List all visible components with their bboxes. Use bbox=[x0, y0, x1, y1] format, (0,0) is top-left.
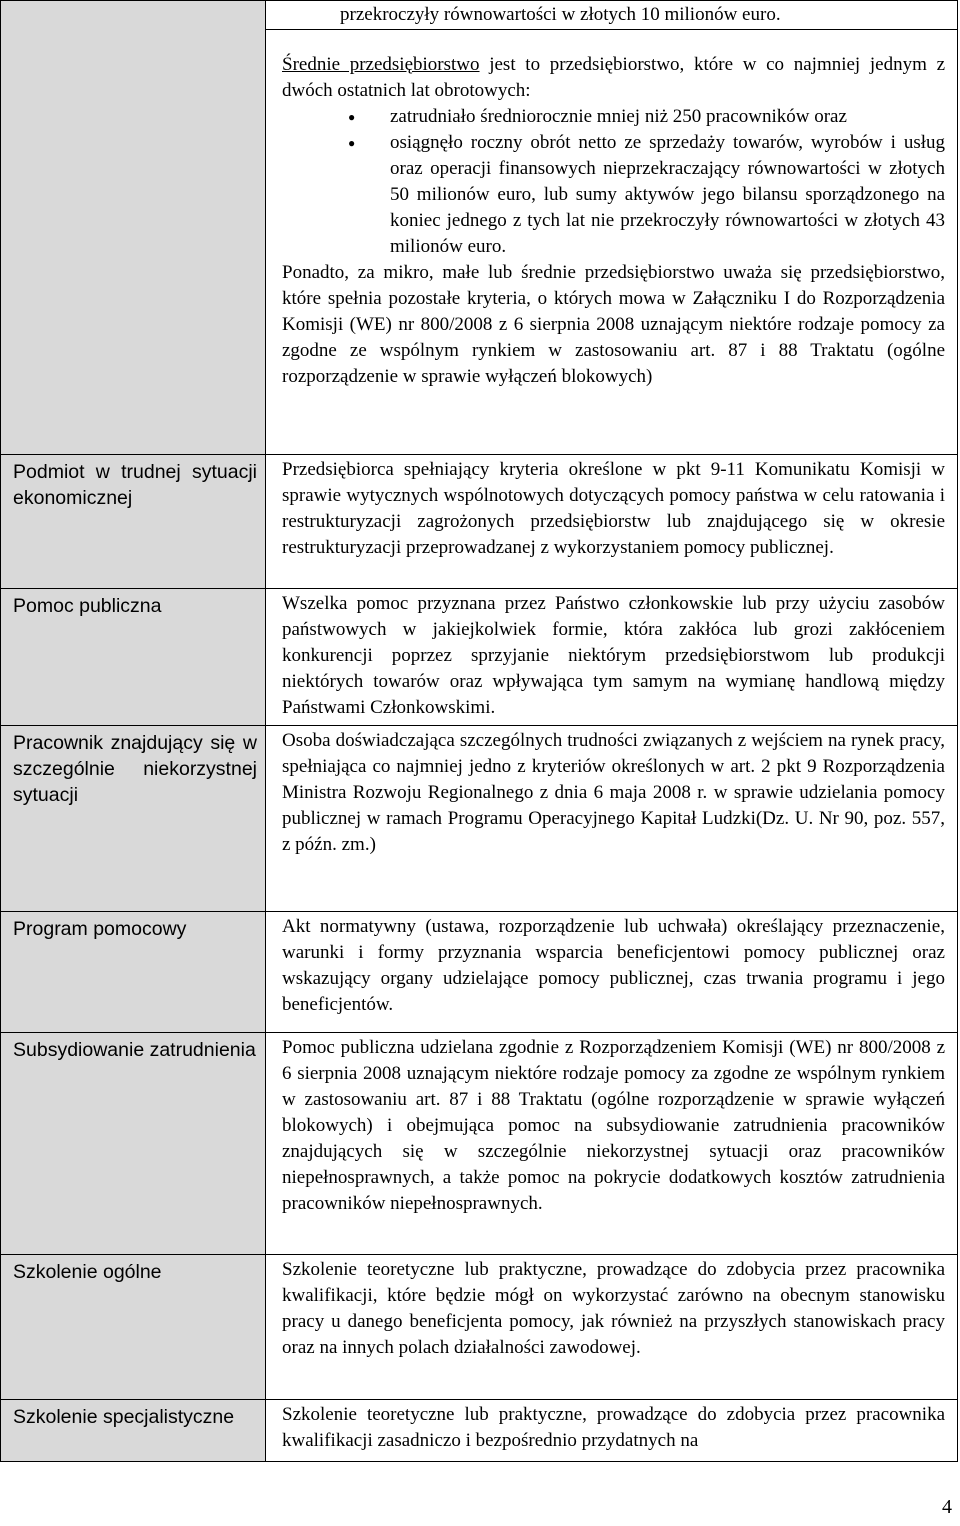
table-row bbox=[1, 589, 958, 726]
table-row bbox=[1, 1400, 958, 1462]
table-row bbox=[1, 455, 958, 589]
term-label: Program pomocowy bbox=[13, 918, 187, 940]
page-number: 4 bbox=[942, 1496, 952, 1518]
definition-cell-medium-enterprise bbox=[266, 30, 958, 455]
definition-text: Pomoc publiczna udzielana zgodnie z Rozporządzeniem Komisji (WE) nr 800/2008 z 6 sierpnia 2008 uznającym niektóre rodzaje pomocy za zgodne ze wspólnym rynkiem w zastosowaniu art. 87 i 88 Traktatu (ogólne rozporządzenie w sprawie wyłączeń blokowych) i obejmująca pomoc na subsydiowanie zatrudnienia pracowników znajdujących się w szczególnie niekorzystnej sytuacji oraz pracowników niepełnosprawnych, a także pomoc na pokrycie dodatkowych kosztów zatrudnienia pracowników niepełnosprawnych. bbox=[282, 1037, 945, 1214]
term-cell bbox=[1, 455, 266, 589]
term-label: Subsydiowanie zatrudnienia bbox=[13, 1039, 256, 1061]
term-cell bbox=[1, 912, 266, 1033]
definition-text: Przedsiębiorca spełniający kryteria określone w pkt 9-11 Komunikatu Komisji w sprawie wytycznych wspólnotowych dotyczących pomocy państwa w celu ratowania i restrukturyzacji zagrożonych przedsiębiorstw lub znajdującego się w okresie restrukturyzacji przeprowadzanej z wykorzystaniem pomocy publicznej. bbox=[282, 459, 945, 558]
definition-cell bbox=[266, 912, 958, 1033]
term-cell bbox=[1, 1400, 266, 1462]
definition-cell bbox=[266, 1255, 958, 1400]
list-item: ● zatrudniało średniorocznie mniej niż 250 pracowników oraz bbox=[390, 104, 945, 130]
definition-text: Wszelka pomoc przyznana przez Państwo członkowskie lub przy użyciu zasobów państwowych w jakiejkolwiek formie, która zakłóca lub grozi zakłóceniem konkurencji poprzez sprzyjanie niektórym przedsiębiorstwom lub produkcji niektórych towarów oraz wpływająca tym samym na wymianę handlową między Państwami Członkowskimi. bbox=[282, 593, 945, 718]
definition-cell bbox=[266, 1400, 958, 1462]
definition-text: przekroczyły równowartości w złotych 10 milionów euro. bbox=[340, 4, 781, 25]
term-label: Szkolenie ogólne bbox=[13, 1261, 162, 1283]
criteria-list bbox=[282, 104, 945, 260]
term-cell-empty bbox=[1, 1, 266, 455]
definition-text: Szkolenie teoretyczne lub praktyczne, prowadzące do zdobycia przez pracownika kwalifikacji, które będzie mógł on wykorzystać zarówno na obecnym stanowisku pracy u danego beneficjenta pomocy, jak również na przyszłych stanowiskach pracy oraz na innych polach działalności zawodowej. bbox=[282, 1259, 945, 1358]
table-row bbox=[1, 1255, 958, 1400]
table-row bbox=[1, 1, 958, 30]
table-row bbox=[1, 912, 958, 1033]
definition-intro bbox=[282, 52, 945, 104]
term-label: Podmiot w trudnej sytuacji ekonomicznej bbox=[13, 461, 257, 509]
definition-text: Szkolenie teoretyczne lub praktyczne, prowadzące do zdobycia przez pracownika kwalifikacji zasadniczo i bezpośrednio przydatnych na bbox=[282, 1404, 945, 1451]
definition-cell bbox=[266, 726, 958, 912]
definition-paragraph: Ponadto, za mikro, małe lub średnie przedsiębiorstwo uważa się przedsiębiorstwo, które spełnia pozostałe kryteria, o których mowa w Załączniku I do Rozporządzenia Komisji (WE) nr 800/2008 z 6 sierpnia 2008 uznającym niektóre rodzaje pomocy za zgodne ze wspólnym rynkiem w zastosowaniu art. 87 i 88 Traktatu (ogólne rozporządzenie w sprawie wyłączeń blokowych) bbox=[282, 262, 945, 387]
definition-text: Osoba doświadczająca szczególnych trudności związanych z wejściem na rynek pracy, spełniająca co najmniej jedno z kryteriów określonych w art. 2 pkt 9 Rozporządzenia Ministra Rozwoju Regionalnego z dnia 6 maja 2008 r. w sprawie udzielania pomocy publicznej w ramach Programu Operacyjnego Kapitał Ludzki(Dz. U. Nr 90, poz. 557, z późn. zm.) bbox=[282, 730, 945, 855]
table-row bbox=[1, 1033, 958, 1255]
definition-cell bbox=[266, 1033, 958, 1255]
definition-cell bbox=[266, 1, 958, 30]
definition-intro-rest: jest to przedsiębiorstwo, które w co najmniej jednym z dwóch ostatnich lat obrotowych: bbox=[282, 54, 946, 101]
defined-term-underlined: Średnie przedsiębiorstwo bbox=[282, 54, 480, 75]
term-cell bbox=[1, 589, 266, 726]
term-label: Pracownik znajdujący się w szczególnie niekorzystnej sytuacji bbox=[13, 732, 257, 806]
term-cell bbox=[1, 1033, 266, 1255]
definition-cell bbox=[266, 589, 958, 726]
term-label: Szkolenie specjalistyczne bbox=[13, 1406, 235, 1428]
term-cell bbox=[1, 1255, 266, 1400]
definition-cell bbox=[266, 455, 958, 589]
list-item: ● osiągnęło roczny obrót netto ze sprzedaży towarów, wyrobów i usług oraz operacji finansowych nieprzekraczający równowartości w złotych 50 milionów euro, lub sumy aktywów jego bilansu sporządzonego na koniec jednego z tych lat nie przekroczyły równowartości w złotych 43 milionów euro. bbox=[390, 130, 945, 260]
term-label: Pomoc publiczna bbox=[13, 595, 162, 617]
term-cell bbox=[1, 726, 266, 912]
table-row bbox=[1, 726, 958, 912]
definition-text: Akt normatywny (ustawa, rozporządzenie lub uchwała) określający przeznaczenie, warunki i formy przyznania wsparcia beneficjentowi pomocy publicznej oraz wskazujący organy udzielające pomocy publicznej, czas trwania programu i jego beneficjentów. bbox=[282, 916, 945, 1015]
